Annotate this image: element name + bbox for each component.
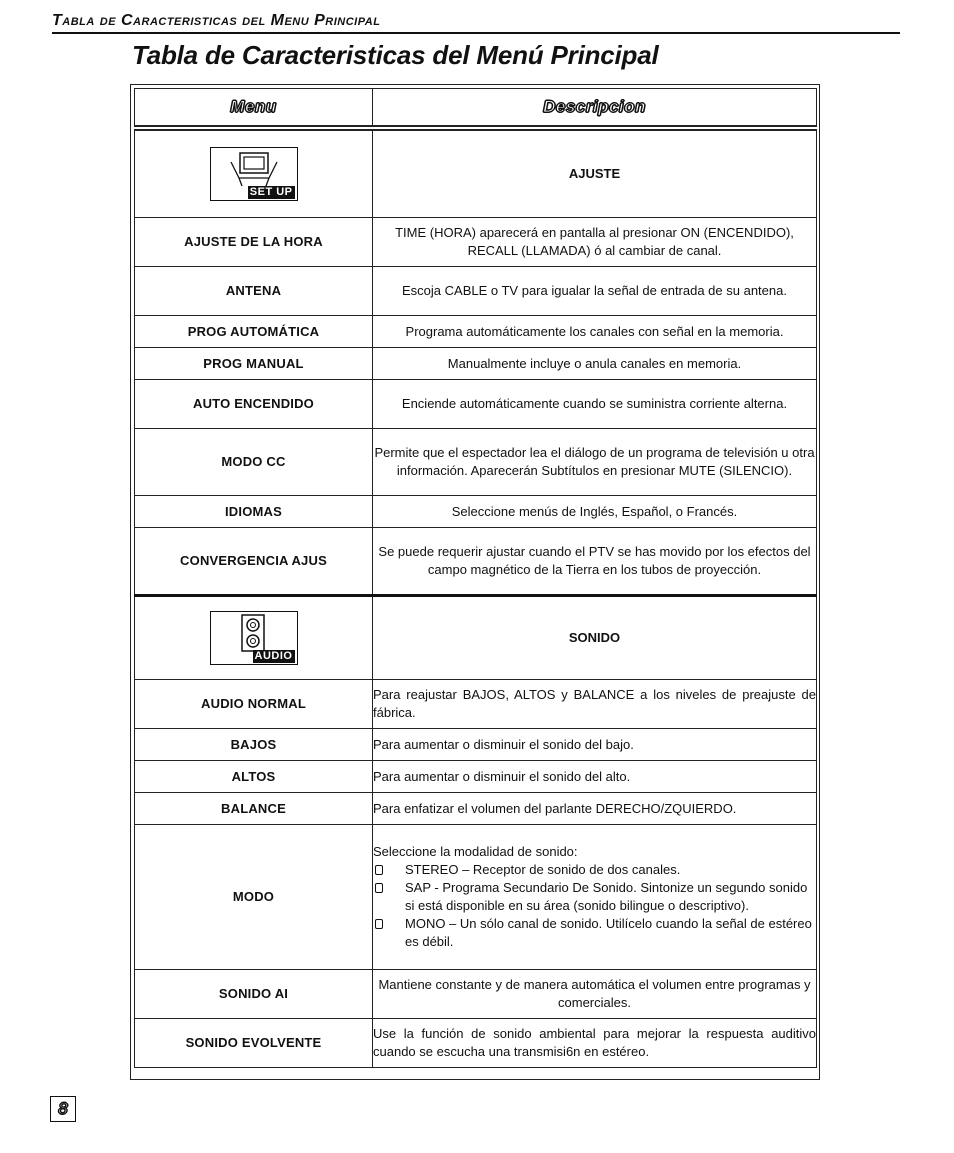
table-row: CONVERGENCIA AJUS Se puede requerir ajustar cuando el PTV se has movido por los efectos del campo magnético de la Tierra en los tubos de proyección. bbox=[135, 528, 817, 596]
checkbox-square-icon bbox=[375, 883, 383, 893]
section-heading-ajuste: AJUSTE bbox=[373, 128, 817, 218]
audio-speaker-icon bbox=[210, 611, 298, 665]
table-row: AUDIO NORMAL Para reajustar BAJOS, ALTOS y BALANCE a los niveles de preajuste de fábrica. bbox=[135, 680, 817, 729]
page-number: 8 bbox=[50, 1096, 76, 1122]
table-header-row bbox=[135, 89, 817, 129]
table-row: BALANCE Para enfatizar el volumen del parlante DERECHO/ZQUIERDO. bbox=[135, 793, 817, 825]
setup-icon-label: SET UP bbox=[249, 186, 293, 198]
section-heading-sonido: SONIDO bbox=[373, 596, 817, 680]
table-row: ANTENA Escoja CABLE o TV para igualar la señal de entrada de su antena. bbox=[135, 267, 817, 316]
table-row: ALTOS Para aumentar o disminuir el sonido del alto. bbox=[135, 761, 817, 793]
table-row: SONIDO EVOLVENTE Use la función de sonido ambiental para mejorar la respuesta auditivo cuando se escucha una transmisi6n en estéreo. bbox=[135, 1019, 817, 1068]
audio-section-header bbox=[135, 596, 817, 680]
table-row: PROG AUTOMÁTICA Programa automáticamente los canales con señal en la memoria. bbox=[135, 316, 817, 348]
table-row-modo: MODO Seleccione la modalidad de sonido: STEREO – Receptor de sonido de dos canales. SAP - Programa Secundario De Sonido. Sintonize un segundo sonido si está disponible en su área (sonido bilingue o descriptivo). MONO – Un sólo canal de sonido. Utilícelo cuando la señal de estéreo es débil. bbox=[135, 825, 817, 970]
table-row: BAJOS Para aumentar o disminuir el sonido del bajo. bbox=[135, 729, 817, 761]
audio-icon-label: AUDIO bbox=[254, 650, 293, 662]
checkbox-square-icon bbox=[375, 919, 383, 929]
column-header-menu: Menu bbox=[135, 89, 373, 129]
table-row: MODO CC Permite que el espectador lea el diálogo de un programa de televisión u otra información. Aparecerán Subtítulos en presionar MUTE (SILENCIO). bbox=[135, 429, 817, 496]
modo-intro: Seleccione la modalidad de sonido: bbox=[373, 844, 578, 859]
page-title: Tabla de Caracteristicas del Menú Principal bbox=[132, 40, 659, 70]
list-item: MONO – Un sólo canal de sonido. Utilícelo cuando la señal de estéreo es débil. bbox=[373, 915, 816, 951]
checkbox-square-icon bbox=[375, 865, 383, 875]
list-item: SAP - Programa Secundario De Sonido. Sintonize un segundo sonido si está disponible en su área (sonido bilingue o descriptivo). bbox=[373, 879, 816, 915]
setup-section-header bbox=[135, 128, 817, 218]
features-table bbox=[134, 88, 817, 1068]
column-header-description: Descripcion bbox=[373, 89, 817, 129]
table-row: IDIOMAS Seleccione menús de Inglés, Español, o Francés. bbox=[135, 496, 817, 528]
modo-options-list bbox=[373, 861, 816, 951]
table-row: SONIDO AI Mantiene constante y de manera automática el volumen entre programas y comerciales. bbox=[135, 970, 817, 1019]
table-row: AJUSTE DE LA HORA TIME (HORA) aparecerá en pantalla al presionar ON (ENCENDIDO), RECALL (LLAMADA) ó al cambiar de canal. bbox=[135, 218, 817, 267]
running-header: Tabla de Caracteristicas del Menu Principal bbox=[52, 12, 900, 34]
setup-tv-icon bbox=[210, 147, 298, 201]
list-item: STEREO – Receptor de sonido de dos canales. bbox=[373, 861, 816, 879]
table-row: AUTO ENCENDIDO Enciende automáticamente cuando se suministra corriente alterna. bbox=[135, 380, 817, 429]
table-row: PROG MANUAL Manualmente incluye o anula canales en memoria. bbox=[135, 348, 817, 380]
